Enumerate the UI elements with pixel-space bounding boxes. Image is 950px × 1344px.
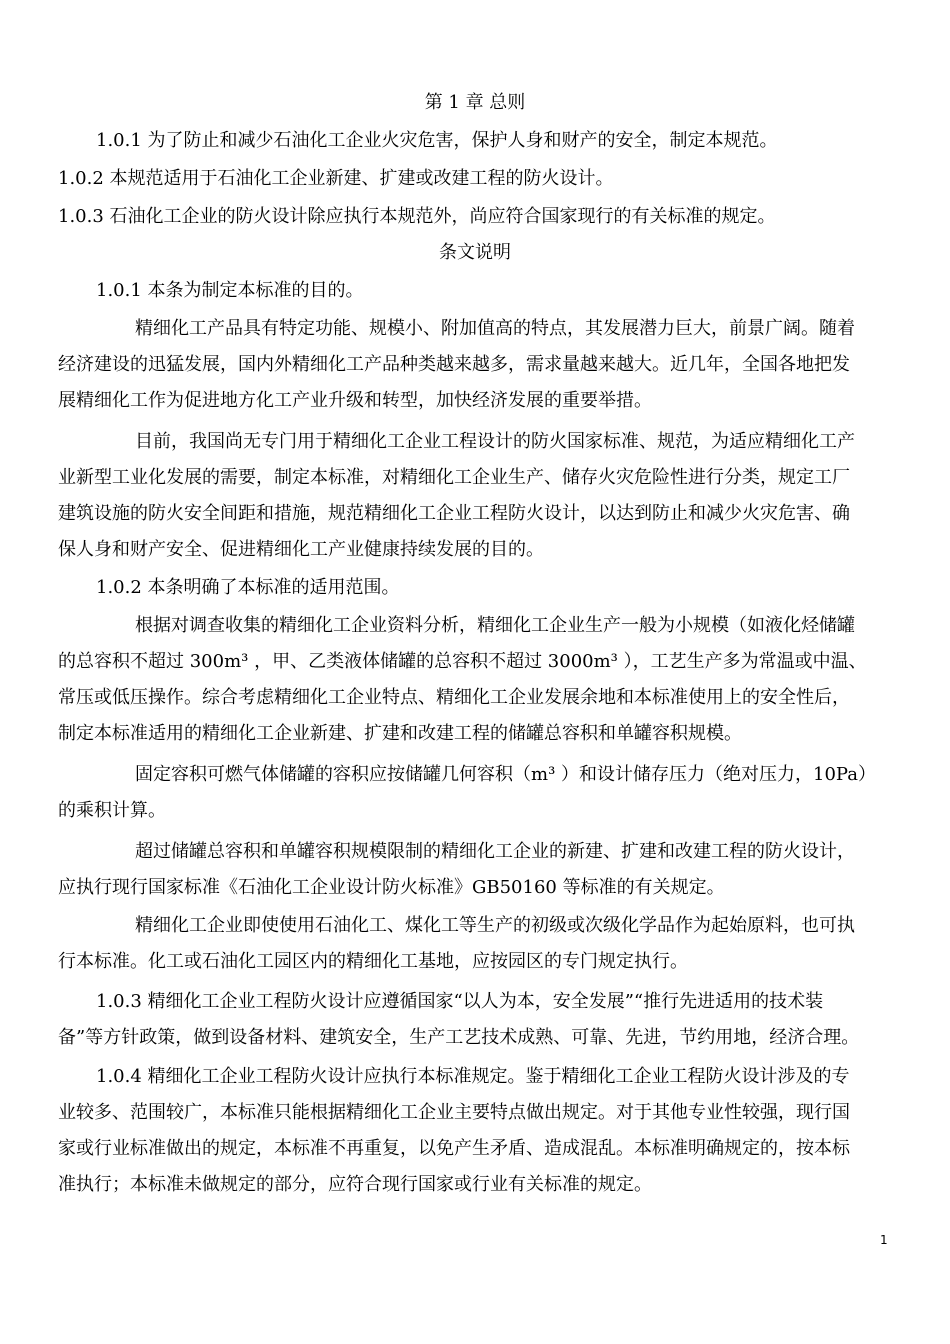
- paragraph-line: 备”等方针政策，做到设备材料、建筑安全，生产工艺技术成熟、可靠、先进，节约用地，经济合理。: [58, 1027, 860, 1048]
- paragraph-line: 固定容积可燃气体储罐的容积应按储罐几何容积（m³ ）和设计储存压力（绝对压力，10Pa）: [135, 764, 876, 785]
- explanation-line: 1.0.3 精细化工企业工程防火设计应遵循国家“以人为本，安全发展”“推行先进适用的技术装: [96, 991, 824, 1012]
- page-number: 1: [880, 1233, 888, 1247]
- paragraph-line: 精细化工产品具有特定功能、规模小、附加值高的特点，其发展潜力巨大，前景广阔。随着: [135, 318, 855, 339]
- paragraph-line: 建筑设施的防火安全间距和措施，规范精细化工企业工程防火设计，以达到防止和减少火灾危害、确: [58, 503, 850, 524]
- paragraph-line: 准执行；本标准未做规定的部分，应符合现行国家或行业有关标准的规定。: [58, 1174, 652, 1195]
- paragraph-line: 的乘积计算。: [58, 800, 166, 821]
- paragraph-line: 家或行业标准做出的规定，本标准不再重复，以免产生矛盾、造成混乱。本标准明确规定的，按本标: [58, 1138, 850, 1159]
- chapter-heading: 第 1 章 总则: [424, 92, 526, 113]
- paragraph-line: 制定本标准适用的精细化工企业新建、扩建和改建工程的储罐总容积和单罐容积规模。: [58, 723, 742, 744]
- clause-line: 1.0.1 为了防止和减少石油化工企业火灾危害，保护人身和财产的安全，制定本规范。: [96, 130, 778, 151]
- explanation-line: 1.0.2 本条明确了本标准的适用范围。: [96, 577, 400, 598]
- paragraph-line: 精细化工企业即使使用石油化工、煤化工等生产的初级或次级化学品作为起始原料，也可执: [135, 915, 855, 936]
- paragraph-line: 经济建设的迅猛发展，国内外精细化工产品种类越来越多，需求量越来越大。近几年，全国各地把发: [58, 354, 850, 375]
- paragraph-line: 根据对调查收集的精细化工企业资料分析，精细化工企业生产一般为小规模（如液化烃储罐: [135, 615, 855, 636]
- paragraph-line: 业较多、范围较广，本标准只能根据精细化工企业主要特点做出规定。对于其他专业性较强，现行国: [58, 1102, 850, 1123]
- explanation-line: 1.0.1 本条为制定本标准的目的。: [96, 280, 364, 301]
- paragraph-line: 超过储罐总容积和单罐容积规模限制的精细化工企业的新建、扩建和改建工程的防火设计，: [135, 841, 855, 862]
- clause-line: 1.0.2 本规范适用于石油化工企业新建、扩建或改建工程的防火设计。: [58, 168, 614, 189]
- paragraph-line: 应执行现行国家标准《石油化工企业设计防火标准》GB50160 等标准的有关规定。: [58, 877, 725, 898]
- clause-line: 1.0.3 石油化工企业的防火设计除应执行本规范外，尚应符合国家现行的有关标准的规定。: [58, 206, 776, 227]
- explanation-line: 1.0.4 精细化工企业工程防火设计应执行本标准规定。鉴于精细化工企业工程防火设计涉及的专: [96, 1066, 850, 1087]
- paragraph-line: 常压或低压操作。综合考虑精细化工企业特点、精细化工企业发展余地和本标准使用上的安全性后，: [58, 687, 850, 708]
- paragraph-line: 的总容积不超过 300m³ ，甲、乙类液体储罐的总容积不超过 3000m³ ），工艺生产多为常温或中温、: [58, 651, 867, 672]
- paragraph-line: 展精细化工作为促进地方化工产业升级和转型，加快经济发展的重要举措。: [58, 390, 652, 411]
- paragraph-line: 目前，我国尚无专门用于精细化工企业工程设计的防火国家标准、规范，为适应精细化工产: [135, 431, 855, 452]
- section-heading: 条文说明: [439, 242, 511, 263]
- paragraph-line: 保人身和财产安全、促进精细化工产业健康持续发展的目的。: [58, 539, 544, 560]
- paragraph-line: 业新型工业化发展的需要，制定本标准，对精细化工企业生产、储存火灾危险性进行分类，规定工厂: [58, 467, 850, 488]
- paragraph-line: 行本标准。化工或石油化工园区内的精细化工基地，应按园区的专门规定执行。: [58, 951, 688, 972]
